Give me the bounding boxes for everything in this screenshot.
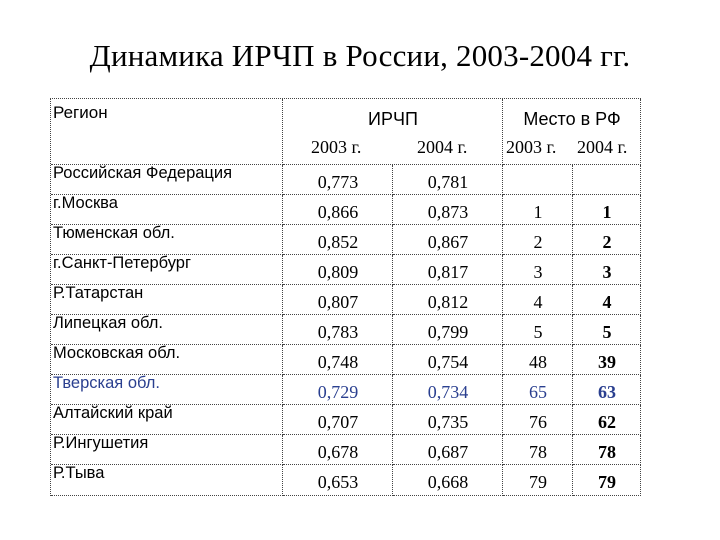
rank-value: 39 bbox=[598, 352, 616, 372]
hdi-value: 0,809 bbox=[317, 262, 359, 282]
table-cell bbox=[283, 165, 393, 195]
rank-value: 5 bbox=[602, 322, 612, 342]
page-title: Динамика ИРЧП в России, 2003-2004 гг. bbox=[89, 38, 631, 73]
hdi-value: 0,807 bbox=[317, 292, 359, 312]
hdi-value: 0,687 bbox=[427, 442, 469, 462]
region-name: Р.Ингушетия bbox=[53, 434, 149, 452]
rank-value: 3 bbox=[533, 262, 543, 282]
hdi-value: 0,754 bbox=[427, 352, 469, 372]
rank-value: 1 bbox=[533, 202, 543, 222]
table-cell bbox=[393, 405, 503, 435]
table-cell bbox=[393, 255, 503, 285]
region-name: Р.Татарстан bbox=[53, 284, 144, 302]
region-name: Тверская обл. bbox=[53, 374, 160, 392]
rank-value: 1 bbox=[602, 202, 612, 222]
hdi-value: 0,812 bbox=[427, 292, 469, 312]
table-cell bbox=[393, 315, 503, 345]
table-cell bbox=[503, 165, 573, 195]
table-cell bbox=[283, 465, 393, 496]
region-name: Российская Федерация bbox=[53, 164, 233, 182]
region-name: Липецкая обл. bbox=[53, 314, 163, 332]
table-cell bbox=[503, 255, 573, 285]
table-cell bbox=[283, 285, 393, 315]
rank-value: 76 bbox=[529, 412, 547, 432]
rank-value: 2 bbox=[533, 232, 543, 252]
hdi-value: 0,653 bbox=[317, 472, 359, 492]
rank-value: 63 bbox=[598, 382, 616, 402]
region-name: г.Москва bbox=[53, 194, 118, 212]
table-cell bbox=[503, 465, 573, 496]
table-cell bbox=[503, 315, 573, 345]
table-cell bbox=[393, 465, 503, 496]
table-cell bbox=[283, 255, 393, 285]
header-rank-2003: 2003 г. bbox=[506, 137, 557, 157]
table-cell bbox=[51, 285, 283, 315]
table-cell bbox=[573, 195, 641, 225]
table-cell bbox=[393, 345, 503, 375]
region-name: Московская обл. bbox=[53, 344, 181, 362]
rank-value: 79 bbox=[598, 472, 616, 492]
header-hdi-2003: 2003 г. bbox=[311, 137, 362, 157]
rank-value: 4 bbox=[602, 292, 612, 312]
hdi-table bbox=[50, 98, 641, 496]
hdi-value: 0,735 bbox=[427, 412, 469, 432]
table-cell bbox=[573, 345, 641, 375]
header-rank-2004: 2004 г. bbox=[577, 137, 628, 157]
region-name: Тюменская обл. bbox=[53, 224, 175, 242]
table-cell bbox=[283, 195, 393, 225]
hdi-value: 0,773 bbox=[317, 172, 359, 192]
hdi-value: 0,866 bbox=[317, 202, 359, 222]
table-cell bbox=[503, 405, 573, 435]
table-cell bbox=[573, 375, 641, 405]
table-cell bbox=[503, 225, 573, 255]
table-cell bbox=[51, 255, 283, 285]
header-region: Регион bbox=[53, 103, 108, 122]
table-cell bbox=[503, 285, 573, 315]
hdi-value: 0,852 bbox=[317, 232, 359, 252]
table-cell bbox=[283, 435, 393, 465]
table-cell bbox=[393, 195, 503, 225]
table-cell bbox=[283, 225, 393, 255]
table-cell bbox=[503, 375, 573, 405]
table-cell bbox=[51, 465, 283, 496]
table-cell bbox=[51, 435, 283, 465]
header-region-cell bbox=[51, 99, 283, 165]
header-rank: Место в РФ bbox=[523, 109, 621, 129]
table-cell bbox=[503, 195, 573, 225]
table-cell bbox=[393, 165, 503, 195]
hdi-value: 0,817 bbox=[427, 262, 469, 282]
rank-value: 4 bbox=[533, 292, 543, 312]
table-cell bbox=[51, 165, 283, 195]
header-hdi: ИРЧП bbox=[368, 109, 418, 129]
rank-value: 2 bbox=[602, 232, 612, 252]
table-cell bbox=[573, 165, 641, 195]
table-cell bbox=[51, 225, 283, 255]
table-cell bbox=[393, 285, 503, 315]
table-cell bbox=[573, 285, 641, 315]
rank-value: 48 bbox=[529, 352, 547, 372]
table-cell bbox=[393, 375, 503, 405]
region-name: Алтайский край bbox=[53, 404, 173, 422]
header-rank-cell bbox=[503, 99, 641, 165]
rank-value: 78 bbox=[529, 442, 547, 462]
table-cell bbox=[503, 435, 573, 465]
table-cell bbox=[573, 315, 641, 345]
table-cell bbox=[573, 465, 641, 496]
hdi-value: 0,873 bbox=[427, 202, 469, 222]
table-cell bbox=[393, 225, 503, 255]
table-cell bbox=[51, 405, 283, 435]
hdi-value: 0,748 bbox=[317, 352, 359, 372]
region-name: г.Санкт-Петербург bbox=[53, 254, 191, 272]
hdi-value: 0,783 bbox=[317, 322, 359, 342]
table-cell bbox=[51, 345, 283, 375]
header-hdi-cell bbox=[283, 99, 503, 165]
hdi-value: 0,729 bbox=[317, 382, 359, 402]
hdi-value: 0,678 bbox=[317, 442, 359, 462]
table-cell bbox=[503, 345, 573, 375]
hdi-value: 0,799 bbox=[427, 322, 469, 342]
table-cell bbox=[283, 345, 393, 375]
hdi-value: 0,867 bbox=[427, 232, 469, 252]
rank-value: 65 bbox=[529, 382, 547, 402]
rank-value: 62 bbox=[598, 412, 616, 432]
table-cell bbox=[573, 225, 641, 255]
table-cell bbox=[283, 375, 393, 405]
table-cell bbox=[573, 405, 641, 435]
hdi-value: 0,734 bbox=[427, 382, 469, 402]
table-cell bbox=[283, 405, 393, 435]
table-cell bbox=[573, 435, 641, 465]
region-name: Р.Тыва bbox=[53, 464, 105, 482]
rank-value: 3 bbox=[602, 262, 612, 282]
hdi-value: 0,668 bbox=[427, 472, 469, 492]
rank-value: 79 bbox=[529, 472, 547, 492]
table-cell bbox=[573, 255, 641, 285]
table-cell bbox=[393, 435, 503, 465]
table-cell bbox=[51, 375, 283, 405]
header-hdi-2004: 2004 г. bbox=[417, 137, 468, 157]
table-cell bbox=[283, 315, 393, 345]
rank-value: 78 bbox=[598, 442, 616, 462]
hdi-value: 0,707 bbox=[317, 412, 359, 432]
rank-value: 5 bbox=[533, 322, 543, 342]
hdi-value: 0,781 bbox=[427, 172, 469, 192]
table-cell bbox=[51, 315, 283, 345]
table-cell bbox=[51, 195, 283, 225]
